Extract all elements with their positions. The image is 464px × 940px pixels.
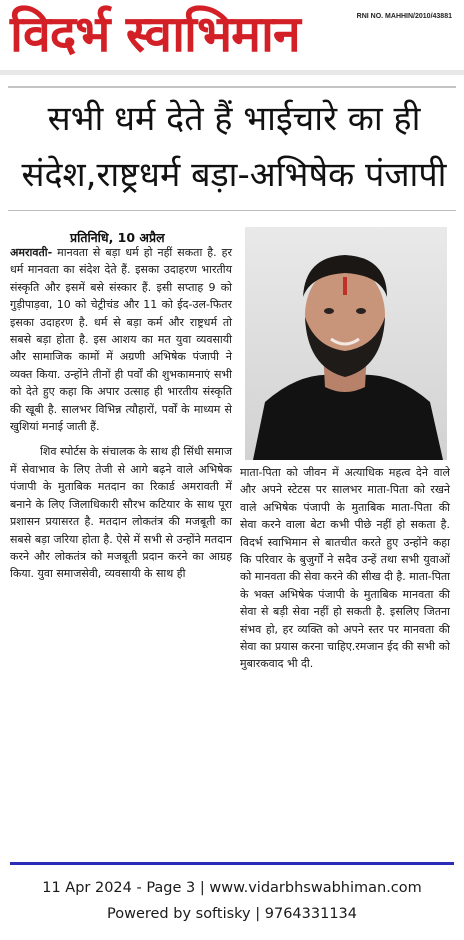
- headline: [10, 92, 458, 200]
- article-column-right: [240, 464, 450, 673]
- footer-date-page: 11 Apr 2024 - Page 3 | www.vidarbhswabhiman.com: [42, 880, 422, 896]
- rni-number: RNI NO. MAHHIN/2010/43881: [356, 13, 452, 20]
- headline-line-2: संदेश,राष्ट्रधर्म बड़ा-अभिषेक पंजापी: [21, 155, 447, 195]
- paragraph-text: मानवता से बड़ा धर्म हो नहीं सकता है. हर धर्म मानवता का संदेश देते हैं. इसका उदाहरण भारतीय संस्कृति और इसमें बसे संस्कार हैं. इसी सप्ताह 9 को गुड़ीपाड़वा, 10 को चेट्रीचंड और 11 को ईद-उल-फितर इसका उदाहरण है. धर्म से बड़ा कर्म और राष्ट्रधर्म तो सबसे बड़ा होता है. इस आशय का मत युवा व्यवसायी और सामाजिक कामों में अग्रणी अभिषेक पंजापी ने व्यक्त किया. उन्होंने तीनों ही पर्वों की शुभकामनाएं सभी को देते हुए कहा कि अपार उत्साह ही भारतीय संस्कृति की खूबी है. सालभर विभिन्न त्यौहारों, पर्वों के माध्यम से खुशियां मनाई जाती हैं.: [10, 246, 232, 434]
- footer-rule: [10, 862, 454, 865]
- masthead-divider: [8, 86, 456, 88]
- byline: प्रतिनिधि, 10 अप्रैल: [70, 230, 165, 245]
- article-paragraph: [10, 244, 232, 435]
- article-paragraph: शिव स्पोर्टस के संचालक के साथ ही सिंधी समाज में सेवाभाव के लिए तेजी से आगे बढ़ने वाले अभिषेक पंजापी के मुताबिक मतदान का रिकार्ड अमरावती में बनाने के लिए जिलाधिकारी सौरभ कटियार के साथ पूरा प्रशासन प्रयासरत है. मतदान लोकतंत्र की मजबूती का सबसे बड़ा जरिया होता है. ऐसे में सभी से उन्होंने मतदान करने और लोकतंत्र को मजबूती प्रदान करने का आग्रह किया. युवा समाजसेवी, व्यवसायी के साथ ही: [10, 445, 232, 581]
- article-paragraph: माता-पिता को जीवन में अत्याधिक महत्व देने वाले और अपने स्टेटस पर सालभर माता-पिता को रखने वाले अभिषेक पंजापी के मुताबिक माता-पिता की सेवा करने वाला बेटा कभी पीछे नहीं हो सकता है. विदर्भ स्वाभिमान से बातचीत करते हुए उन्होंने कहा कि परिवार के बुजुर्गों ने सदैव उन्हें तथा सभी युवाओं को मानवता की सेवा करने की सीख दी है. माता-पिता के भक्त अभिषेक पंजापी के मुताबिक मानवता की सेवा से बड़ी सेवा नहीं हो सकती है. इसलिए जितना संभव हो, हर व्यक्ति को अपने स्तर पर मानवता की सेवा का प्रयास करना चाहिए.रमजान ईद की सभी को मुबारकवाद भी दी.: [240, 466, 450, 671]
- masthead: [0, 0, 464, 92]
- newspaper-logo: विदर्भ स्वाभिमान: [10, 5, 300, 63]
- portrait-image: [245, 227, 447, 460]
- footer-credit: Powered by softisky | 9764331134: [106, 906, 357, 922]
- masthead-rule: [0, 70, 464, 75]
- headline-rule: [8, 210, 456, 211]
- headline-line-1: सभी धर्म देते हैं भाईचारे का ही: [47, 99, 421, 139]
- dateline-city: अमरावती-: [10, 246, 53, 259]
- article-column-left: [10, 244, 232, 583]
- portrait-photo: [245, 227, 447, 460]
